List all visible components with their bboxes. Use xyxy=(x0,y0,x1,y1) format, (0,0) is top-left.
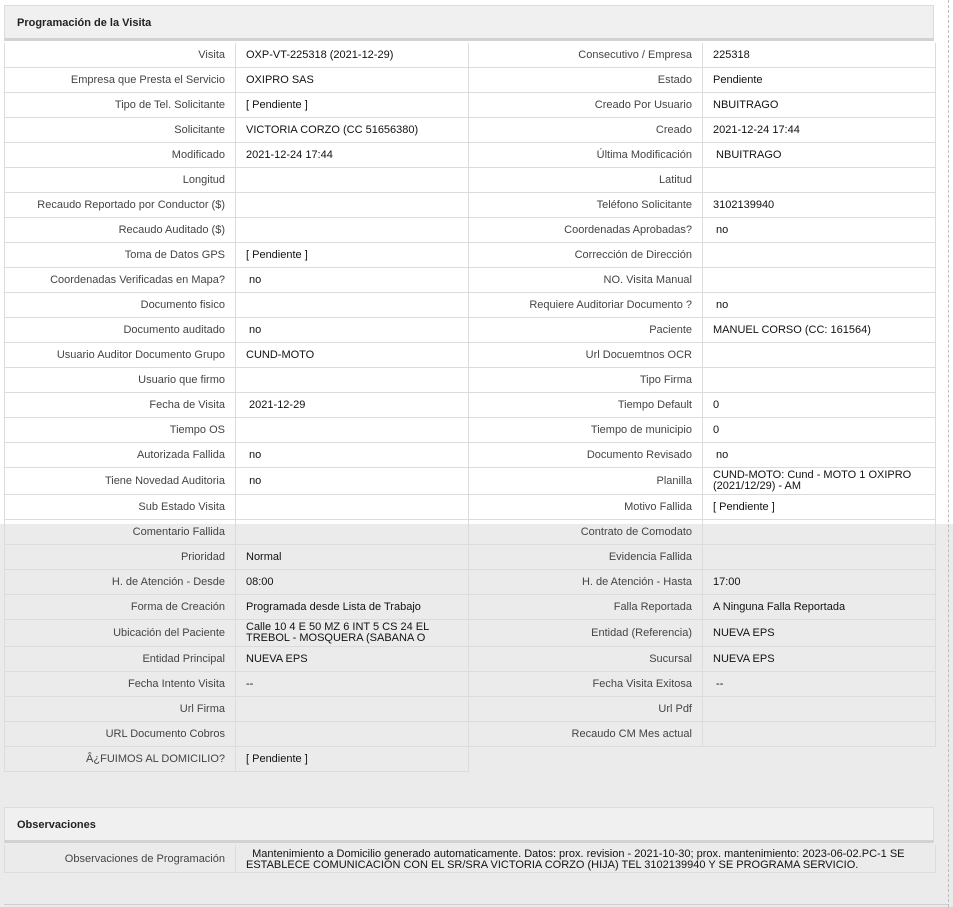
field-value: OXIPRO SAS xyxy=(236,68,469,93)
field-value: no xyxy=(703,218,936,243)
table-row xyxy=(4,218,936,243)
table-row xyxy=(4,268,936,293)
table-row xyxy=(4,393,936,418)
field-value: 08:00 xyxy=(236,570,469,595)
field-label: Creado Por Usuario xyxy=(469,93,703,118)
field-label: Url Pdf xyxy=(469,697,703,722)
field-label: Evidencia Fallida xyxy=(469,545,703,570)
table-row xyxy=(4,468,936,495)
field-value xyxy=(236,218,469,243)
field-label: Paciente xyxy=(469,318,703,343)
field-label: Toma de Datos GPS xyxy=(4,243,236,268)
field-value: CUND-MOTO xyxy=(236,343,469,368)
field-label: Fecha de Visita xyxy=(4,393,236,418)
field-value xyxy=(703,343,936,368)
field-label: Documento auditado xyxy=(4,318,236,343)
field-label: Prioridad xyxy=(4,545,236,570)
field-value: 2021-12-24 17:44 xyxy=(703,118,936,143)
field-value: [ Pendiente ] xyxy=(236,243,469,268)
field-value: NBUITRAGO xyxy=(703,93,936,118)
table-row xyxy=(4,293,936,318)
field-value: no xyxy=(236,468,469,495)
field-label: Usuario Auditor Documento Grupo xyxy=(4,343,236,368)
field-label: H. de Atención - Hasta xyxy=(469,570,703,595)
field-label: Tiempo Default xyxy=(469,393,703,418)
field-label: Recaudo CM Mes actual xyxy=(469,722,703,747)
field-label: Ubicación del Paciente xyxy=(4,620,236,647)
observaciones-label: Observaciones de Programación xyxy=(4,845,236,873)
field-label: Visita xyxy=(4,43,236,68)
field-label: Url Firma xyxy=(4,697,236,722)
table-row xyxy=(4,243,936,268)
field-value: Normal xyxy=(236,545,469,570)
field-value: -- xyxy=(236,672,469,697)
field-value: NUEVA EPS xyxy=(703,620,936,647)
field-label: Tiempo de municipio xyxy=(469,418,703,443)
field-label: H. de Atención - Desde xyxy=(4,570,236,595)
field-value: no xyxy=(703,293,936,318)
field-value: CUND-MOTO: Cund - MOTO 1 OXIPRO (2021/12/29) - AM xyxy=(703,468,936,495)
field-value xyxy=(703,520,936,545)
field-value: Programada desde Lista de Trabajo xyxy=(236,595,469,620)
field-value xyxy=(236,368,469,393)
table-row xyxy=(4,168,936,193)
field-label: Tiene Novedad Auditoria xyxy=(4,468,236,495)
field-value: 0 xyxy=(703,418,936,443)
observaciones-row xyxy=(4,845,936,873)
footer-divider xyxy=(4,904,948,905)
table-row xyxy=(4,118,936,143)
field-value xyxy=(236,168,469,193)
field-value xyxy=(236,722,469,747)
field-label: Planilla xyxy=(469,468,703,495)
field-label: Teléfono Solicitante xyxy=(469,193,703,218)
table-row xyxy=(4,545,936,570)
field-value xyxy=(703,545,936,570)
field-label: Motivo Fallida xyxy=(469,495,703,520)
table-row xyxy=(4,595,936,620)
field-label: Comentario Fallida xyxy=(4,520,236,545)
table-row xyxy=(4,697,936,722)
field-value xyxy=(236,520,469,545)
field-value xyxy=(236,495,469,520)
field-value: no xyxy=(236,443,469,468)
field-value: NBUITRAGO xyxy=(703,143,936,168)
field-label: Modificado xyxy=(4,143,236,168)
table-row xyxy=(4,672,936,697)
field-value: Calle 10 4 E 50 MZ 6 INT 5 CS 24 EL TREBOL - MOSQUERA (SABANA O xyxy=(236,620,469,647)
field-value: VICTORIA CORZO (CC 51656380) xyxy=(236,118,469,143)
field-value xyxy=(236,697,469,722)
field-label: Tipo de Tel. Solicitante xyxy=(4,93,236,118)
table-row xyxy=(4,43,936,68)
field-label: Latitud xyxy=(469,168,703,193)
table-row xyxy=(4,143,936,168)
field-label: Corrección de Dirección xyxy=(469,243,703,268)
table-row xyxy=(4,443,936,468)
table-row xyxy=(4,747,936,772)
field-label: Documento Revisado xyxy=(469,443,703,468)
table-row xyxy=(4,570,936,595)
field-value xyxy=(703,747,936,772)
table-row xyxy=(4,495,936,520)
field-value: [ Pendiente ] xyxy=(236,93,469,118)
field-value: Pendiente xyxy=(703,68,936,93)
field-value: 0 xyxy=(703,393,936,418)
field-value xyxy=(703,243,936,268)
page-border-dashed xyxy=(948,0,949,907)
field-label: Entidad Principal xyxy=(4,647,236,672)
field-value: 2021-12-29 xyxy=(236,393,469,418)
field-label: Consecutivo / Empresa xyxy=(469,43,703,68)
field-label: Entidad (Referencia) xyxy=(469,620,703,647)
field-label xyxy=(469,747,703,772)
table-row xyxy=(4,418,936,443)
field-label: Fecha Visita Exitosa xyxy=(469,672,703,697)
field-value: A Ninguna Falla Reportada xyxy=(703,595,936,620)
table-row xyxy=(4,193,936,218)
field-label: Última Modificación xyxy=(469,143,703,168)
field-label: Usuario que firmo xyxy=(4,368,236,393)
field-label: Sub Estado Visita xyxy=(4,495,236,520)
field-value: 17:00 xyxy=(703,570,936,595)
table-row xyxy=(4,318,936,343)
field-label: Empresa que Presta el Servicio xyxy=(4,68,236,93)
field-value: no xyxy=(236,318,469,343)
field-label: Sucursal xyxy=(469,647,703,672)
field-value xyxy=(236,418,469,443)
field-value: OXP-VT-225318 (2021-12-29) xyxy=(236,43,469,68)
panel-title-programacion: Programación de la Visita xyxy=(4,5,934,41)
field-value xyxy=(236,293,469,318)
field-label: Fecha Intento Visita xyxy=(4,672,236,697)
field-value xyxy=(236,193,469,218)
field-label: Creado xyxy=(469,118,703,143)
field-label: Â¿FUIMOS AL DOMICILIO? xyxy=(4,747,236,772)
field-value xyxy=(703,722,936,747)
field-label: Contrato de Comodato xyxy=(469,520,703,545)
field-label: Estado xyxy=(469,68,703,93)
field-value: 3102139940 xyxy=(703,193,936,218)
table-row xyxy=(4,68,936,93)
table-row xyxy=(4,620,936,647)
field-label: Recaudo Reportado por Conductor ($) xyxy=(4,193,236,218)
table-row xyxy=(4,343,936,368)
field-value: [ Pendiente ] xyxy=(236,747,469,772)
field-label: Documento fisico xyxy=(4,293,236,318)
field-label: Recaudo Auditado ($) xyxy=(4,218,236,243)
field-label: Longitud xyxy=(4,168,236,193)
field-value xyxy=(703,268,936,293)
observaciones-value: Mantenimiento a Domicilio generado automaticamente. Datos: prox. revision - 2021-10-30; prox. mantenimiento: 2023-06-02.PC-1 SE ESTABLECE COMUNICACIÓN CON EL SR/SRA VICTORIA CORZO (HIJA) TEL 3102139940 Y SE PROGRAMA SERVICIO. xyxy=(236,845,936,873)
panel-title-observaciones: Observaciones xyxy=(4,807,934,843)
table-row xyxy=(4,647,936,672)
field-label: Autorizada Fallida xyxy=(4,443,236,468)
field-value: no xyxy=(703,443,936,468)
field-value: no xyxy=(236,268,469,293)
field-value xyxy=(703,168,936,193)
table-row xyxy=(4,520,936,545)
field-value: [ Pendiente ] xyxy=(703,495,936,520)
field-value xyxy=(703,697,936,722)
field-label: Requiere Auditoriar Documento ? xyxy=(469,293,703,318)
table-row xyxy=(4,93,936,118)
table-row xyxy=(4,722,936,747)
field-value: -- xyxy=(703,672,936,697)
field-label: Tipo Firma xyxy=(469,368,703,393)
field-label: Coordenadas Verificadas en Mapa? xyxy=(4,268,236,293)
field-value: NUEVA EPS xyxy=(703,647,936,672)
field-label: Forma de Creación xyxy=(4,595,236,620)
field-label: Url Docuemtnos OCR xyxy=(469,343,703,368)
field-label: Coordenadas Aprobadas? xyxy=(469,218,703,243)
field-value: 225318 xyxy=(703,43,936,68)
field-value: 2021-12-24 17:44 xyxy=(236,143,469,168)
field-label: Solicitante xyxy=(4,118,236,143)
field-value: MANUEL CORSO (CC: 161564) xyxy=(703,318,936,343)
field-label: Falla Reportada xyxy=(469,595,703,620)
field-label: Tiempo OS xyxy=(4,418,236,443)
visit-details-grid xyxy=(4,43,936,772)
field-label: NO. Visita Manual xyxy=(469,268,703,293)
field-value: NUEVA EPS xyxy=(236,647,469,672)
table-row xyxy=(4,368,936,393)
field-label: URL Documento Cobros xyxy=(4,722,236,747)
field-value xyxy=(703,368,936,393)
